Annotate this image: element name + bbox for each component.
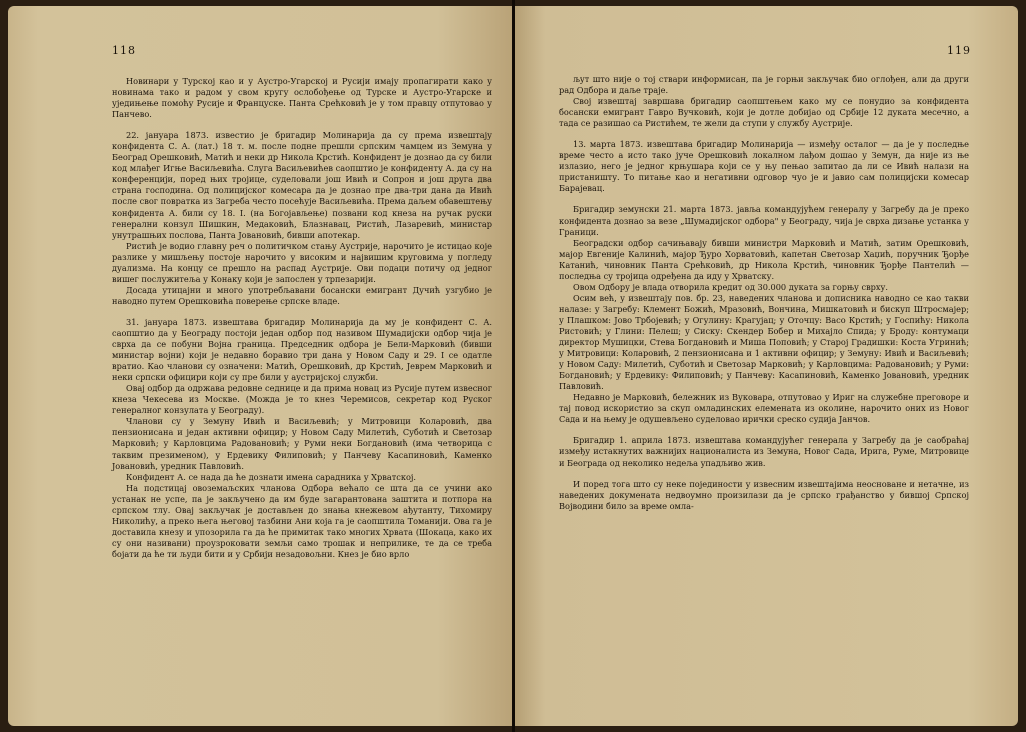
left-page (8, 6, 513, 726)
paragraph: Свој извештај завршава бригадир саопштењем како му се понудио за конфидента босански емигрант Гавро Вучковић, који је дотле добијао од Србије 12 дуката месечно, а тада се разишао са Ристићем, те жели да ступи у службу Аустрије. (559, 96, 969, 129)
right-page-text (559, 74, 969, 512)
paragraph: Недавно је Марковић, бележник из Вуковара, отпутовао у Ириг на служебне преговоре и тај повод искористио за скуп омладинских елемената из околине, нарочито оних из Новог Сада и на њему је одушевљено суделовао ирички среско судија Јанчов. (559, 392, 969, 425)
paragraph: Ристић је водио главну реч о политичком стању Аустрије, нарочито је истицао које разлике у мишљењу постоје нарочито у високим и највишим круговима у погледу дуализма. На концу се прешло на распад Аустрије. Ови подаци потичу од једног вишег послужитеља у Конаку који је запослен у трпезарији. (112, 240, 492, 284)
page-number: 118 (112, 44, 136, 57)
page-number: 119 (947, 44, 971, 57)
paragraph: 31. јануара 1873. извештава бригадир Молинарија да му је конфидент С. А. саопштио да у Београду постоји један одбор под називом Шумадијски одбор чија је сврха да се побуни Војна граница. Председник одбора је Бели-Марковић (бивши министар војни) који је недавно боравио три дана у Новом Саду и 29. I се одатле вратио. Као чланови су означени: Матић, Орешковић, др Крстић, Јеврем Марковић и неки српски официри који су пре били у аустријској служби. (112, 316, 492, 383)
paragraph: Досада утицајни и много употребљавани босански емигрант Дучић узгубио је наводно путем Орешковића поверење српске владе. (112, 284, 492, 306)
paragraph: 22. јануара 1873. известио је бригадир Молинарија да су према извештају конфидента С. А. (лат.) 18 т. м. после подне прешли српским чамцем из Земуна у Београд Орешковић, Матић и неки др Никола Крстић. Конфидент је дознао да су били код млађег Игње Васиљевића. Слуга Васиљевићев саопштио је конфиденту А. да су на конференцији, поред њих тројице, суделовали још Ивић и Сопрон и још друга два страна господина. Од полицијског комесара да је дознао пре два-три дана да Ивић после свог повратка из Загреба често посећује Васиљевића. Према даљем обавештењу конфидента А. били су 18. I. (на Богојављење) позвани код кнеза на ручак руски генерални конзул Шишкин, Медаковић, Блазнавац, Ристић, Лазаревић, министар унутрашњих послова, Панта Јовановић, бивши апотекар. (112, 130, 492, 240)
paragraph: Бригадир земунски 21. марта 1873. јавља командујућем генералу у Загребу да је преко конфидента дознао за везе „Шумадијског одбора" у Београду, чија је сврха дизање устанка у Граници. (559, 204, 969, 237)
paragraph: Осим већ, у извештају пов. бр. 23, наведених чланова и дописника наводно се као такви налазе: у Загребу: Клемент Божић, Мразовић, Вончина, Мишкатовић и бискуп Штросмајер; у Плашком: Јово Трбојевић; у Огулину: Крагујац; у Оточцу: Васо Крстић; у Госпићу: Никола Ристовић; у Глини: Пелеш; у Сиску: Скендер Бобер и Михајло Спида; у Броду: контумаци директор Мушицки, Стева Богдановић и Миша Поповић; у Старој Градишки: Коста Угринић; у Митровици: Коларовић, 2 пензионисана и 1 активни официр; у Земуну: Ивић и Васиљевић; у Новом Саду: Милетић, Суботић и Светозар Марковић; у Карловцима: Радовановић; у Руми: Богдановић; у Ердевику: Филиповић; у Панчеву: Касапиновић, Каменко Јовановић, уредник Павловић. (559, 292, 969, 392)
paragraph: 13. марта 1873. извештава бригадир Молинарија — између осталог — да је у последње време често а исто тако јуче Орешковић локалном лађом дошао у Земун, да није из ње излазио, него је једног крњушара који се у њу пењао запитао да ли се Ивић налази на пристаништу. То питање као и негативни одговор чуо је и јавио сам полицијски комесар Барајевац. (559, 139, 969, 194)
paragraph: Чланови су у Земуну Ивић и Васиљевић; у Митровици Коларовић, два пензионисана и један активни официр; у Новом Саду Милетић, Суботић и Светозар Марковић; у Карловцима Радовановић; у Руми неки Богдановић (има четворица с таквим презименом), у Ердевику Филиповић; у Панчеву Касапиновић, Каменко Јовановић, уредник Павловић. (112, 416, 492, 471)
paragraph: И поред тога што су неке појединости у извесним извештајима неосноване и нетачне, из наведених докумената недвоумно произилази да је српско грађанство у бившој Српској Војводини било за време омла- (559, 478, 969, 511)
paragraph: Конфидент А. се нада да ће дознати имена сарадника у Хрватској. (126, 471, 417, 482)
paragraph: Овај одбор да одржава редовне седнице и да прима новац из Русије путем извесног кнеза Чекесева из Москве. (Можда је то кнез Черемисов, секретар код Руског генералног конзулата у Београду). (112, 383, 492, 416)
paragraph: Бригадир 1. априла 1873. извештава командујућег генерала у Загребу да је саобраћај између истакнутих важнијих националиста из Земуна, Новог Сада, Ирига, Руме, Митровице и Београда од неколико недеља упадљиво жив. (559, 435, 969, 468)
paragraph: Новинари у Турској као и у Аустро-Угарској и Русији имају пропагирати како у новинама тако и радом у свом кругу ослобођење од Турске и Аустро-Угарске и уједињење помоћу Русије и Француске. Панта Срећковић је у том правцу отпутовао у Панчево. (112, 76, 492, 120)
paragraph: На подстицај овоземаљских чланова Одбора већало се шта да се учини ако устанак не успе, па је закључено да им буде загарантована заштита и потпора на српском тлу. Овај закључак је достављен до знања кнежевом ађутанту, Тихомиру Николићу, а преко њега његовој тазбини Ани која га је саопштила Томанији. Ова га је доставила кнезу и упозорила га да ће примитак тако многих Хрвата (Шокаца, како их су они називани) проузроковати земљи само трошак и неприлике, те да се треба бојати да ће ти људи бити и у Србији незадовољни. Кнез је био врло (112, 482, 492, 559)
paragraph: Београдски одбор сачињавају бивши министри Марковић и Матић, затим Орешковић, мајор Евгеније Калинић, мајор Ђуро Хорватовић, капетан Светозар Хаџић, поручник Ђорђе Катанић, чиновник Панта Срећковић, др Никола Крстић, чиновник Ђорђе Пантелић — последња су тројица одређена да иду у Хрватску. (559, 237, 969, 281)
paragraph: љут што није о тој ствари информисан, па је горњи закључак био оглођен, али да други рад Одбора и даље траје. (559, 74, 969, 96)
paragraph: Овом Одбору је влада отворила кредит од 30.000 дуката за горњу сврху. (573, 281, 888, 292)
left-page-text (112, 76, 492, 560)
right-page (515, 6, 1018, 726)
